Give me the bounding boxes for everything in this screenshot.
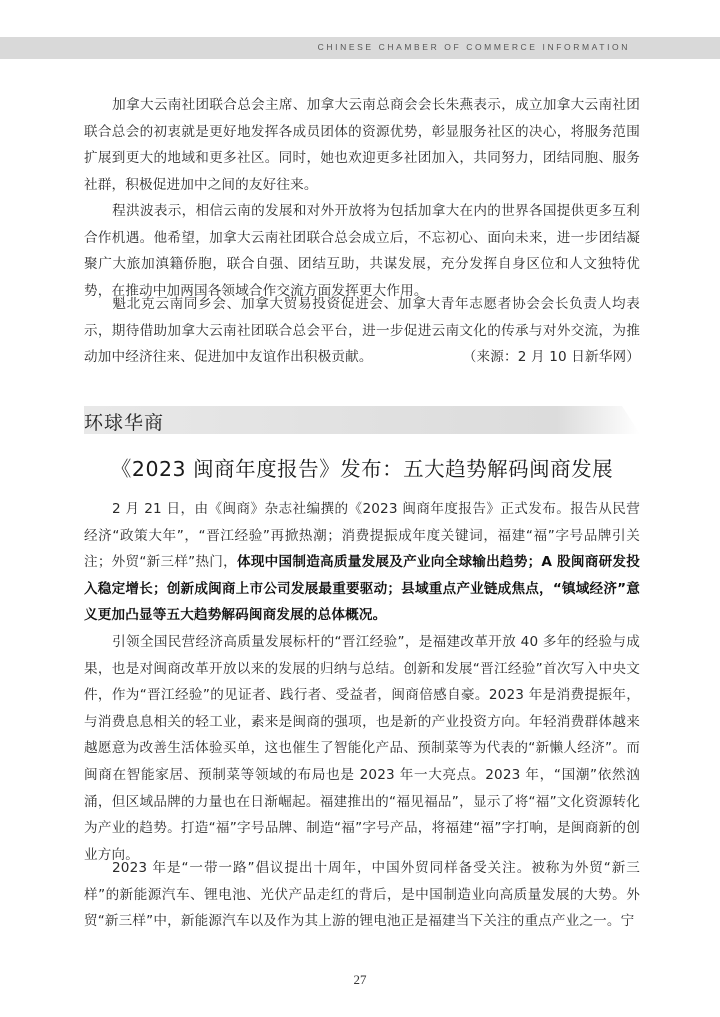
body-paragraph bbox=[84, 291, 640, 371]
paragraph-text: 引领全国民营经济高质量发展标杆的“晋江经验”，是福建改革开放 40 多年的经验与成果，也是对闽商改革开放以来的发展的归纳与总结。创新和发展“晋江经验”首次写入中央文件，作为“晋江经验”的见证者、践行者、受益者，闽商倍感自豪。2023 年是消费提振年，与消费息息相关的轻工业，素来是闽商的强项，也是新的产业投资方向。年轻消费群体越来越愿意为改善生活体验买单，这也催生了智能化产品、预制菜等为代表的“新懒人经济”。而闽商在智能家居、预制菜等领域的布局也是 2023 年一大亮点。2023 年，“国潮”依然汹涌，但区域品牌的力量也在日渐崛起。福建推出的“福见福品”，显示了将“福”文化资源转化为产业的趋势。打造“福”字号品牌、制造“福”字号产品，将福建“福”字打响，是闽商新的创业方向。 bbox=[84, 634, 640, 863]
lead-text: 2 月 21 日，由《闽商》杂志社编撰的《2023 闽商年度报告》正式发布。报告从民营经济“政策大年”，“晋江经验”再掀热潮；消费提振成年度关键词，福建“福”字号品牌引关注；外贸“新三样”热门， bbox=[84, 501, 640, 571]
article-lead bbox=[84, 496, 640, 629]
paragraph-text: 程洪波表示，相信云南的发展和对外开放将为包括加拿大在内的世界各国提供更多互利合作机遇。他希望，加拿大云南社团联合总会成立后，不忘初心、面向未来，进一步团结凝聚广大旅加滇籍侨胞，联合自强、团结互助，共谋发展，充分发挥自身区位和人文独特优势，在推动中加两国各领域合作交流方面发挥更大作用。 bbox=[84, 203, 640, 299]
page-number: 27 bbox=[353, 972, 367, 987]
lead-bold-text: 体现中国制造高质量发展及产业向全球输出趋势；A 股闽商研发投入稳定增长；创新成闽商上市公司发展最重要驱动；县域重点产业链成焦点，“镇域经济”意义更加凸显等五大趋势解码闽商发展的总体概况。 bbox=[84, 554, 640, 624]
paragraph-text: 2023 年是“一带一路”倡议提出十周年，中国外贸同样备受关注。被称为外贸“新三样”的新能源汽车、锂电池、光伏产品走红的背后，是中国制造业向高质量发展的大势。外贸“新三样”中，新能源汽车以及作为其上游的锂电池正是福建当下关注的重点产业之一。宁 bbox=[84, 860, 640, 930]
body-paragraph bbox=[84, 855, 640, 935]
article-title: 《2023 闽商年度报告》发布：五大趋势解码闽商发展 bbox=[110, 457, 614, 481]
running-header bbox=[0, 37, 720, 59]
paragraph-text: 魁北克云南同乡会、加拿大贸易投资促进会、加拿大青年志愿者协会会长负责人均表示，期待借助加拿大云南社团联合总会平台，进一步促进云南文化的传承与对外交流，为推动加中经济往来、促进加中友谊作出积极贡献。 bbox=[84, 296, 640, 366]
body-paragraph bbox=[84, 629, 640, 868]
section-header bbox=[84, 406, 640, 434]
paragraph-text: 加拿大云南社团联合总会主席、加拿大云南总商会会长朱燕表示，成立加拿大云南社团联合总会的初衷就是更好地发挥各成员团体的资源优势，彰显服务社区的决心，将服务范围扩展到更大的地域和更多社区。同时，她也欢迎更多社团加入，共同努力，团结同胞、服务社群，积极促进加中之间的友好往来。 bbox=[84, 97, 640, 193]
body-paragraph bbox=[84, 198, 640, 304]
running-header-text: CHINESE CHAMBER OF COMMERCE INFORMATION bbox=[317, 42, 630, 52]
source-note: （来源：2 月 10 日新华网） bbox=[462, 349, 640, 366]
section-title: 环球华商 bbox=[84, 412, 165, 434]
body-paragraph bbox=[84, 92, 640, 198]
